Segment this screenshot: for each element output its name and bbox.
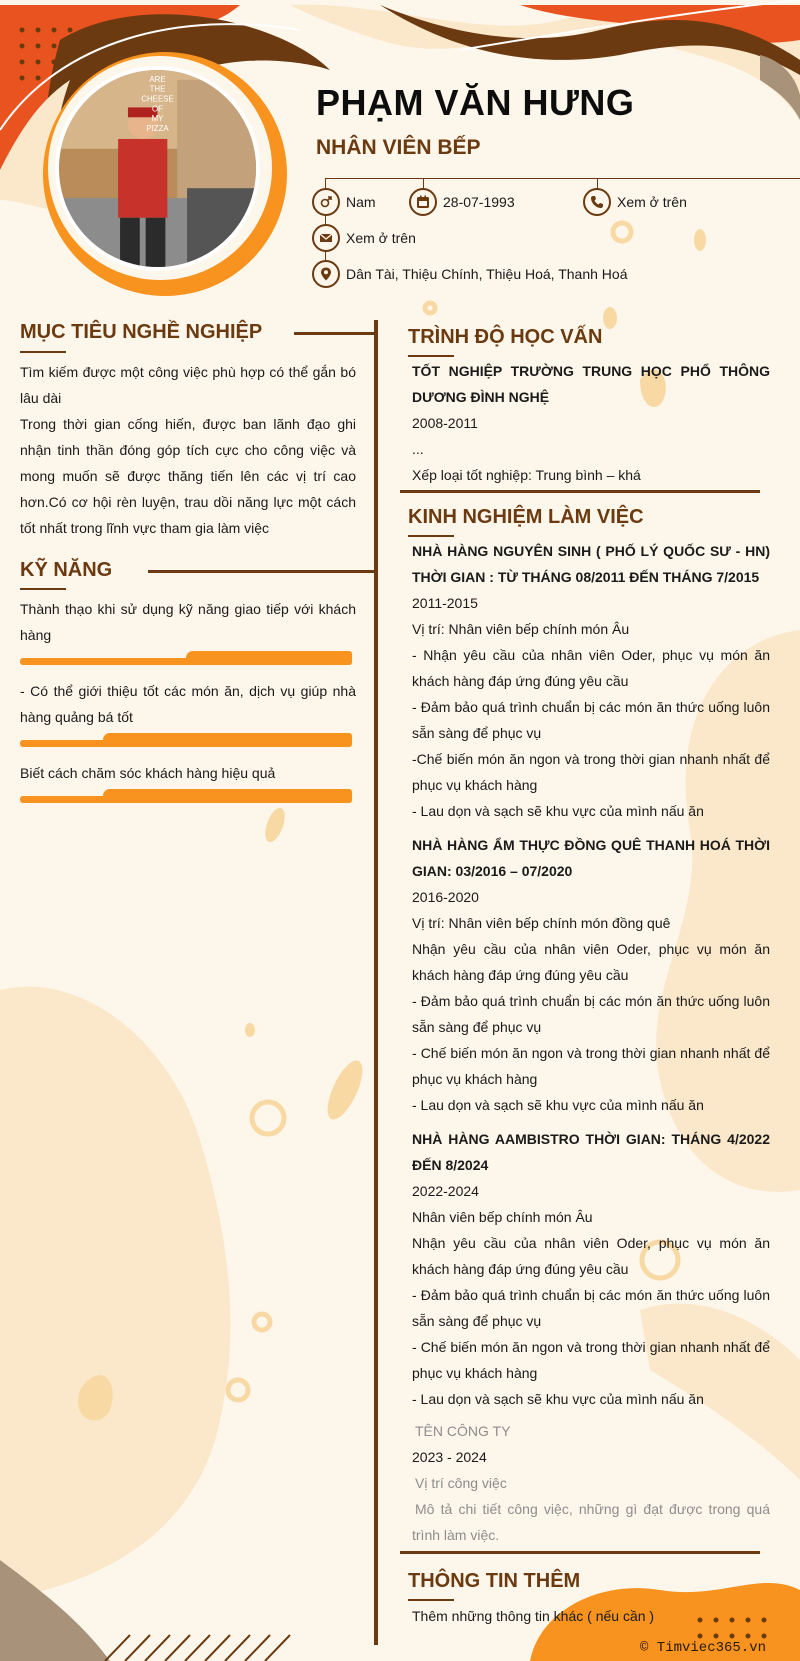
additional-title: THÔNG TIN THÊM [408, 1570, 581, 1592]
job-duty: - Lau dọn và sạch sẽ khu vực của mình nấu ăn [412, 803, 704, 819]
job-duty: Nhận yêu cầu của nhân viên Oder, phục vụ món ăn khách hàng đáp ứng đúng yêu cầu [412, 1235, 770, 1277]
skill-level-fill [103, 733, 352, 747]
title-underline [408, 1599, 454, 1601]
objective-title: MỤC TIÊU NGHỀ NGHIỆP [20, 321, 263, 343]
phone-icon [583, 188, 611, 216]
contact-gender [312, 188, 376, 216]
job-duty: -Chế biến món ăn ngon và trong thời gian nhanh nhất để phục vụ khách hàng [412, 751, 770, 793]
job-duty: - Chế biến món ăn ngon và trong thời gian nhanh nhất để phục vụ khách hàng [412, 1339, 770, 1381]
job-duty: - Lau dọn và sạch sẽ khu vực của mình nấu ăn [412, 1391, 704, 1407]
section-rule [400, 490, 760, 493]
location-icon [312, 260, 340, 288]
calendar-icon [409, 188, 437, 216]
section-rule [400, 1551, 760, 1554]
additional-text: Thêm những thông tin khác ( nếu cần ) [412, 1608, 655, 1624]
job-position: Vị trí công việc [415, 1475, 507, 1491]
gender-value: Nam [346, 194, 376, 210]
mail-icon [312, 224, 340, 252]
job-duty: - Nhận yêu cầu của nhân viên Oder, phục vụ món ăn khách hàng đáp ứng đúng yêu cầu [412, 647, 770, 689]
job-period: 2023 - 2024 [412, 1449, 487, 1465]
experience-title: KINH NGHIỆM LÀM VIỆC [408, 506, 644, 528]
column-divider [374, 320, 378, 1645]
svg-text:PIZZA: PIZZA [146, 124, 169, 134]
objective-text: Trong thời gian cống hiến, được ban lãnh đạo ghi nhận tinh thần đóng góp tích cực cho công việc và mong muốn sẽ được thăng tiến lên các vị trí cao hơn.Có cơ hội rèn luyện, trau dồi năng lực một cách tốt nhất trong lĩnh vực tham gia làm việc [20, 416, 356, 536]
skill-item: Thành thạo khi sử dụng kỹ năng giao tiếp với khách hàng [20, 601, 356, 643]
job-duty: - Chế biến món ăn ngon và trong thời gian nhanh nhất để phục vụ khách hàng [412, 1045, 770, 1087]
candidate-name: PHẠM VĂN HƯNG [316, 82, 635, 123]
skill-item: - Có thể giới thiệu tốt các món ăn, dịch vụ giúp nhà hàng quảng bá tốt [20, 683, 356, 725]
candidate-role: NHÂN VIÊN BẾP [316, 136, 481, 159]
watermark: © Timviec365.vn [640, 1640, 767, 1656]
skill-level-bar [20, 733, 352, 747]
job-duty: - Đảm bảo quá trình chuẩn bị các món ăn thức uống luôn sẵn sàng để phục vụ [412, 699, 770, 741]
skill-level-fill [103, 789, 352, 803]
skills-title: KỸ NĂNG [20, 559, 113, 581]
section-rule [294, 332, 378, 335]
email-value: Xem ở trên [346, 230, 416, 246]
contact-phone [583, 188, 687, 216]
job-period: 2022-2024 [412, 1183, 479, 1199]
education-note: ... [412, 441, 424, 457]
school-name: TỐT NGHIỆP TRƯỜNG TRUNG HỌC PHỔ THÔNG DƯƠNG ĐÌNH NGHỆ [412, 363, 770, 405]
job-duty: Mô tả chi tiết công việc, những gì đạt được trong quá trình làm việc. [412, 1501, 770, 1543]
profile-photo [55, 66, 260, 271]
address-value: Dân Tài, Thiệu Chính, Thiệu Hoá, Thanh Hoá [346, 266, 628, 282]
job-position: Vị trí: Nhân viên bếp chính món đồng quê [412, 915, 671, 931]
contact-divider [325, 178, 800, 179]
skill-level-fill [186, 651, 352, 665]
svg-text:OF: OF [152, 104, 163, 114]
skill-level-bar [20, 651, 352, 665]
contact-email [312, 224, 416, 252]
job-duty: Nhận yêu cầu của nhân viên Oder, phục vụ món ăn khách hàng đáp ứng đúng yêu cầu [412, 941, 770, 983]
job-period: 2011-2015 [412, 595, 478, 611]
job-duty: - Đảm bảo quá trình chuẩn bị các món ăn thức uống luôn sẵn sàng để phục vụ [412, 1287, 770, 1329]
job-company: NHÀ HÀNG ẨM THỰC ĐỒNG QUÊ THANH HOÁ THỜI GIAN: 03/2016 – 07/2020 [412, 837, 770, 879]
contact-address [312, 260, 627, 288]
title-underline [408, 355, 454, 357]
job-entry-placeholder [412, 1418, 770, 1548]
section-rule [148, 570, 378, 573]
svg-text:CHEESE: CHEESE [141, 94, 174, 104]
svg-text:THE: THE [149, 84, 166, 94]
gender-icon [312, 188, 340, 216]
objective-text: Tìm kiếm được một công việc phù hợp có thể gắn bó lâu dài [20, 364, 356, 406]
education-period: 2008-2011 [412, 415, 478, 431]
job-entry [412, 1126, 770, 1412]
contact-birthday [409, 188, 515, 216]
objective-body [20, 359, 356, 541]
phone-value: Xem ở trên [617, 194, 687, 210]
job-company: NHÀ HÀNG NGUYÊN SINH ( PHỐ LÝ QUỐC SƯ - HN) THỜI GIAN : TỪ THÁNG 08/2011 ĐẾN THÁNG 7/2015 [412, 543, 770, 585]
skill-level-bar [20, 789, 352, 803]
svg-text:MY: MY [151, 114, 164, 124]
job-company: NHÀ HÀNG AAMBISTRO THỜI GIAN: THÁNG 4/2022 ĐẾN 8/2024 [412, 1131, 770, 1173]
birthday-value: 28-07-1993 [443, 194, 515, 210]
job-entry [412, 538, 770, 824]
title-underline [408, 535, 454, 537]
job-position: Nhân viên bếp chính món Âu [412, 1209, 593, 1225]
job-duty: - Đảm bảo quá trình chuẩn bị các món ăn thức uống luôn sẵn sàng để phục vụ [412, 993, 770, 1035]
job-position: Vị trí: Nhân viên bếp chính món Âu [412, 621, 630, 637]
svg-text:ARE: ARE [149, 74, 166, 84]
job-period: 2016-2020 [412, 889, 479, 905]
education-grade: Xếp loại tốt nghiệp: Trung bình – khá [412, 467, 641, 483]
job-duty: - Lau dọn và sạch sẽ khu vực của mình nấu ăn [412, 1097, 704, 1113]
job-company: TÊN CÔNG TY [415, 1423, 511, 1439]
title-underline [20, 588, 66, 590]
title-underline [20, 351, 66, 353]
job-entry [412, 832, 770, 1118]
skill-item: Biết cách chăm sóc khách hàng hiệu quả [20, 765, 276, 781]
education-body [412, 358, 770, 488]
education-title: TRÌNH ĐỘ HỌC VẤN [408, 326, 603, 348]
